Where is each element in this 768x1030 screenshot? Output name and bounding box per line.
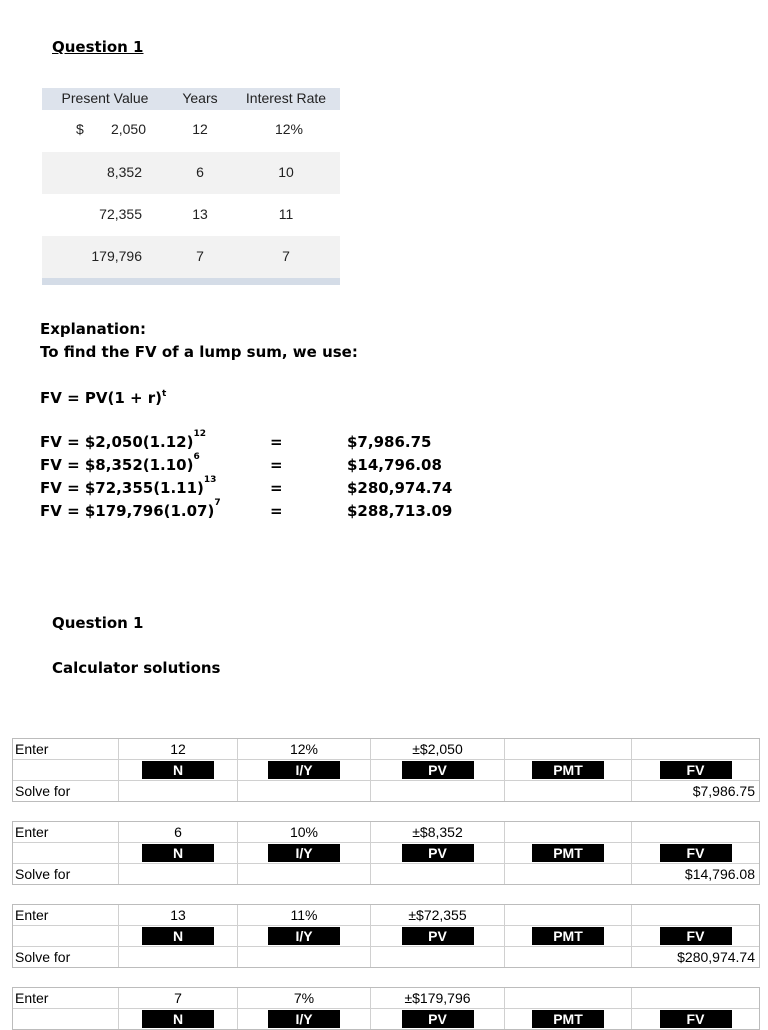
rate-cell: 11 (278, 206, 294, 222)
iy-key-button[interactable]: I/Y (268, 761, 340, 779)
blank-cell (238, 947, 371, 967)
solve-for-label: Solve for (13, 864, 119, 884)
pmt-key-button[interactable]: PMT (532, 927, 604, 945)
iy-value: 11% (238, 905, 371, 925)
fv-formula-base: FV = PV(1 + r) (40, 389, 163, 407)
equation-lhs-base: FV = $72,355(1.11) (40, 479, 204, 497)
calculator-block (12, 904, 760, 968)
calculator-block (12, 738, 760, 802)
enter-label: Enter (13, 739, 119, 759)
table-header (42, 88, 340, 110)
question-title: Question 1 (52, 614, 144, 632)
iy-key-cell (238, 926, 371, 946)
fv-formula-exponent: t (162, 389, 167, 399)
equation-exponent: 12 (193, 429, 207, 439)
blank-cell (119, 864, 238, 884)
present-value-cell: 179,796 (91, 248, 142, 264)
fv-key-button[interactable]: FV (660, 844, 732, 862)
rate-cell: 7 (282, 248, 290, 264)
pv-key-cell (371, 760, 505, 780)
pmt-value (505, 822, 632, 842)
n-key-cell (119, 843, 238, 863)
equation-result: $7,986.75 (347, 433, 432, 451)
n-key-button[interactable]: N (142, 1010, 214, 1028)
blank-cell (13, 926, 119, 946)
equation-result: $288,713.09 (347, 502, 453, 520)
iy-key-button[interactable]: I/Y (268, 844, 340, 862)
pv-value: ±$2,050 (371, 739, 505, 759)
equation-lhs (40, 452, 200, 474)
pv-key-cell (371, 1009, 505, 1029)
pmt-key-button[interactable]: PMT (532, 761, 604, 779)
iy-value: 12% (238, 739, 371, 759)
pv-key-button[interactable]: PV (402, 1010, 474, 1028)
equals-sign: = (270, 456, 283, 474)
table-row (42, 110, 340, 152)
fv-key-cell (632, 843, 759, 863)
fv-result: $14,796.08 (684, 866, 755, 882)
enter-label: Enter (13, 988, 119, 1008)
enter-label: Enter (13, 905, 119, 925)
equation-lhs-base: FV = $8,352(1.10) (40, 456, 194, 474)
present-value-cell: 2,050 (110, 121, 146, 137)
header-interest-rate: Interest Rate (245, 90, 327, 106)
pmt-key-cell (505, 843, 632, 863)
fv-value (632, 739, 759, 759)
n-key-button[interactable]: N (142, 927, 214, 945)
blank-cell (13, 760, 119, 780)
fv-key-cell (632, 926, 759, 946)
table-footer-bar (42, 278, 340, 285)
years-cell: 6 (196, 164, 204, 180)
equation-exponent: 7 (214, 498, 221, 508)
pv-key-cell (371, 843, 505, 863)
table-row (42, 152, 340, 194)
n-key-button[interactable]: N (142, 761, 214, 779)
explanation-label: Explanation: (40, 320, 147, 338)
equals-sign: = (270, 502, 283, 520)
present-value-cell: 8,352 (106, 164, 142, 180)
n-key-cell (119, 926, 238, 946)
iy-key-button[interactable]: I/Y (268, 927, 340, 945)
fv-value (632, 822, 759, 842)
blank-cell (371, 947, 505, 967)
blank-cell (371, 781, 505, 801)
equation-lhs-base: FV = $2,050(1.12) (40, 433, 194, 451)
pmt-key-cell (505, 760, 632, 780)
equation-result: $280,974.74 (347, 479, 453, 497)
pv-value: ±$8,352 (371, 822, 505, 842)
solve-row (13, 781, 759, 801)
keys-row (13, 926, 759, 947)
question-title: Question 1 (52, 38, 144, 56)
equation-result: $14,796.08 (347, 456, 442, 474)
blank-cell (119, 947, 238, 967)
iy-key-cell (238, 760, 371, 780)
enter-row (13, 822, 759, 843)
years-cell: 7 (196, 248, 204, 264)
explanation-intro: To find the FV of a lump sum, we use: (40, 343, 358, 361)
equation-lhs (40, 498, 221, 520)
pmt-value (505, 988, 632, 1008)
iy-value: 7% (238, 988, 371, 1008)
n-value: 13 (119, 905, 238, 925)
iy-key-cell (238, 843, 371, 863)
keys-row (13, 843, 759, 864)
n-key-cell (119, 1009, 238, 1029)
keys-row (13, 760, 759, 781)
blank-cell (371, 864, 505, 884)
fv-result: $7,986.75 (692, 783, 755, 799)
blank-cell (119, 781, 238, 801)
n-value: 7 (119, 988, 238, 1008)
pv-key-button[interactable]: PV (402, 761, 474, 779)
enter-label: Enter (13, 822, 119, 842)
iy-key-button[interactable]: I/Y (268, 1010, 340, 1028)
fv-value (632, 905, 759, 925)
equals-sign: = (270, 433, 283, 451)
equation-lhs-base: FV = $179,796(1.07) (40, 502, 215, 520)
blank-cell (13, 843, 119, 863)
fv-key-button[interactable]: FV (660, 1010, 732, 1028)
n-value: 12 (119, 739, 238, 759)
pmt-key-cell (505, 926, 632, 946)
fv-value (632, 988, 759, 1008)
fv-formula (40, 387, 166, 409)
blank-cell (505, 864, 632, 884)
equation-lhs (40, 475, 217, 497)
n-key-button[interactable]: N (142, 844, 214, 862)
equation-exponent: 13 (203, 475, 217, 485)
equals-sign: = (270, 479, 283, 497)
header-years: Years (182, 90, 218, 106)
iy-key-cell (238, 1009, 371, 1029)
pv-value: ±$72,355 (371, 905, 505, 925)
n-key-cell (119, 760, 238, 780)
iy-value: 10% (238, 822, 371, 842)
present-value-cell: 72,355 (99, 206, 142, 222)
pmt-value (505, 905, 632, 925)
enter-row (13, 905, 759, 926)
fv-key-button[interactable]: FV (660, 761, 732, 779)
rate-cell: 12% (274, 121, 304, 137)
pv-key-button[interactable]: PV (402, 844, 474, 862)
years-cell: 12 (192, 121, 208, 137)
calculator-block (12, 821, 760, 885)
currency-symbol: $ (76, 121, 84, 137)
pv-value: ±$179,796 (371, 988, 505, 1008)
blank-cell (505, 781, 632, 801)
rate-cell: 10 (278, 164, 294, 180)
keys-row (13, 1009, 759, 1029)
pmt-key-cell (505, 1009, 632, 1029)
header-present-value: Present Value (61, 90, 149, 106)
equation-exponent: 6 (193, 452, 200, 462)
blank-cell (505, 947, 632, 967)
solve-row (13, 947, 759, 967)
table-row (42, 194, 340, 236)
years-cell: 13 (192, 206, 208, 222)
solve-for-label: Solve for (13, 781, 119, 801)
enter-row (13, 988, 759, 1009)
pmt-key-button[interactable]: PMT (532, 1010, 604, 1028)
n-value: 6 (119, 822, 238, 842)
blank-cell (238, 864, 371, 884)
solve-for-label: Solve for (13, 947, 119, 967)
table-row (42, 236, 340, 278)
enter-row (13, 739, 759, 760)
blank-cell (13, 1009, 119, 1029)
pv-key-button[interactable]: PV (402, 927, 474, 945)
pmt-key-button[interactable]: PMT (532, 844, 604, 862)
present-value-table (42, 88, 340, 285)
equation-lhs (40, 429, 207, 451)
fv-result: $280,974.74 (677, 949, 755, 965)
fv-key-cell (632, 760, 759, 780)
calculator-solutions-title: Calculator solutions (52, 659, 221, 677)
pmt-value (505, 739, 632, 759)
fv-key-cell (632, 1009, 759, 1029)
solve-row (13, 864, 759, 884)
pv-key-cell (371, 926, 505, 946)
blank-cell (238, 781, 371, 801)
fv-key-button[interactable]: FV (660, 927, 732, 945)
